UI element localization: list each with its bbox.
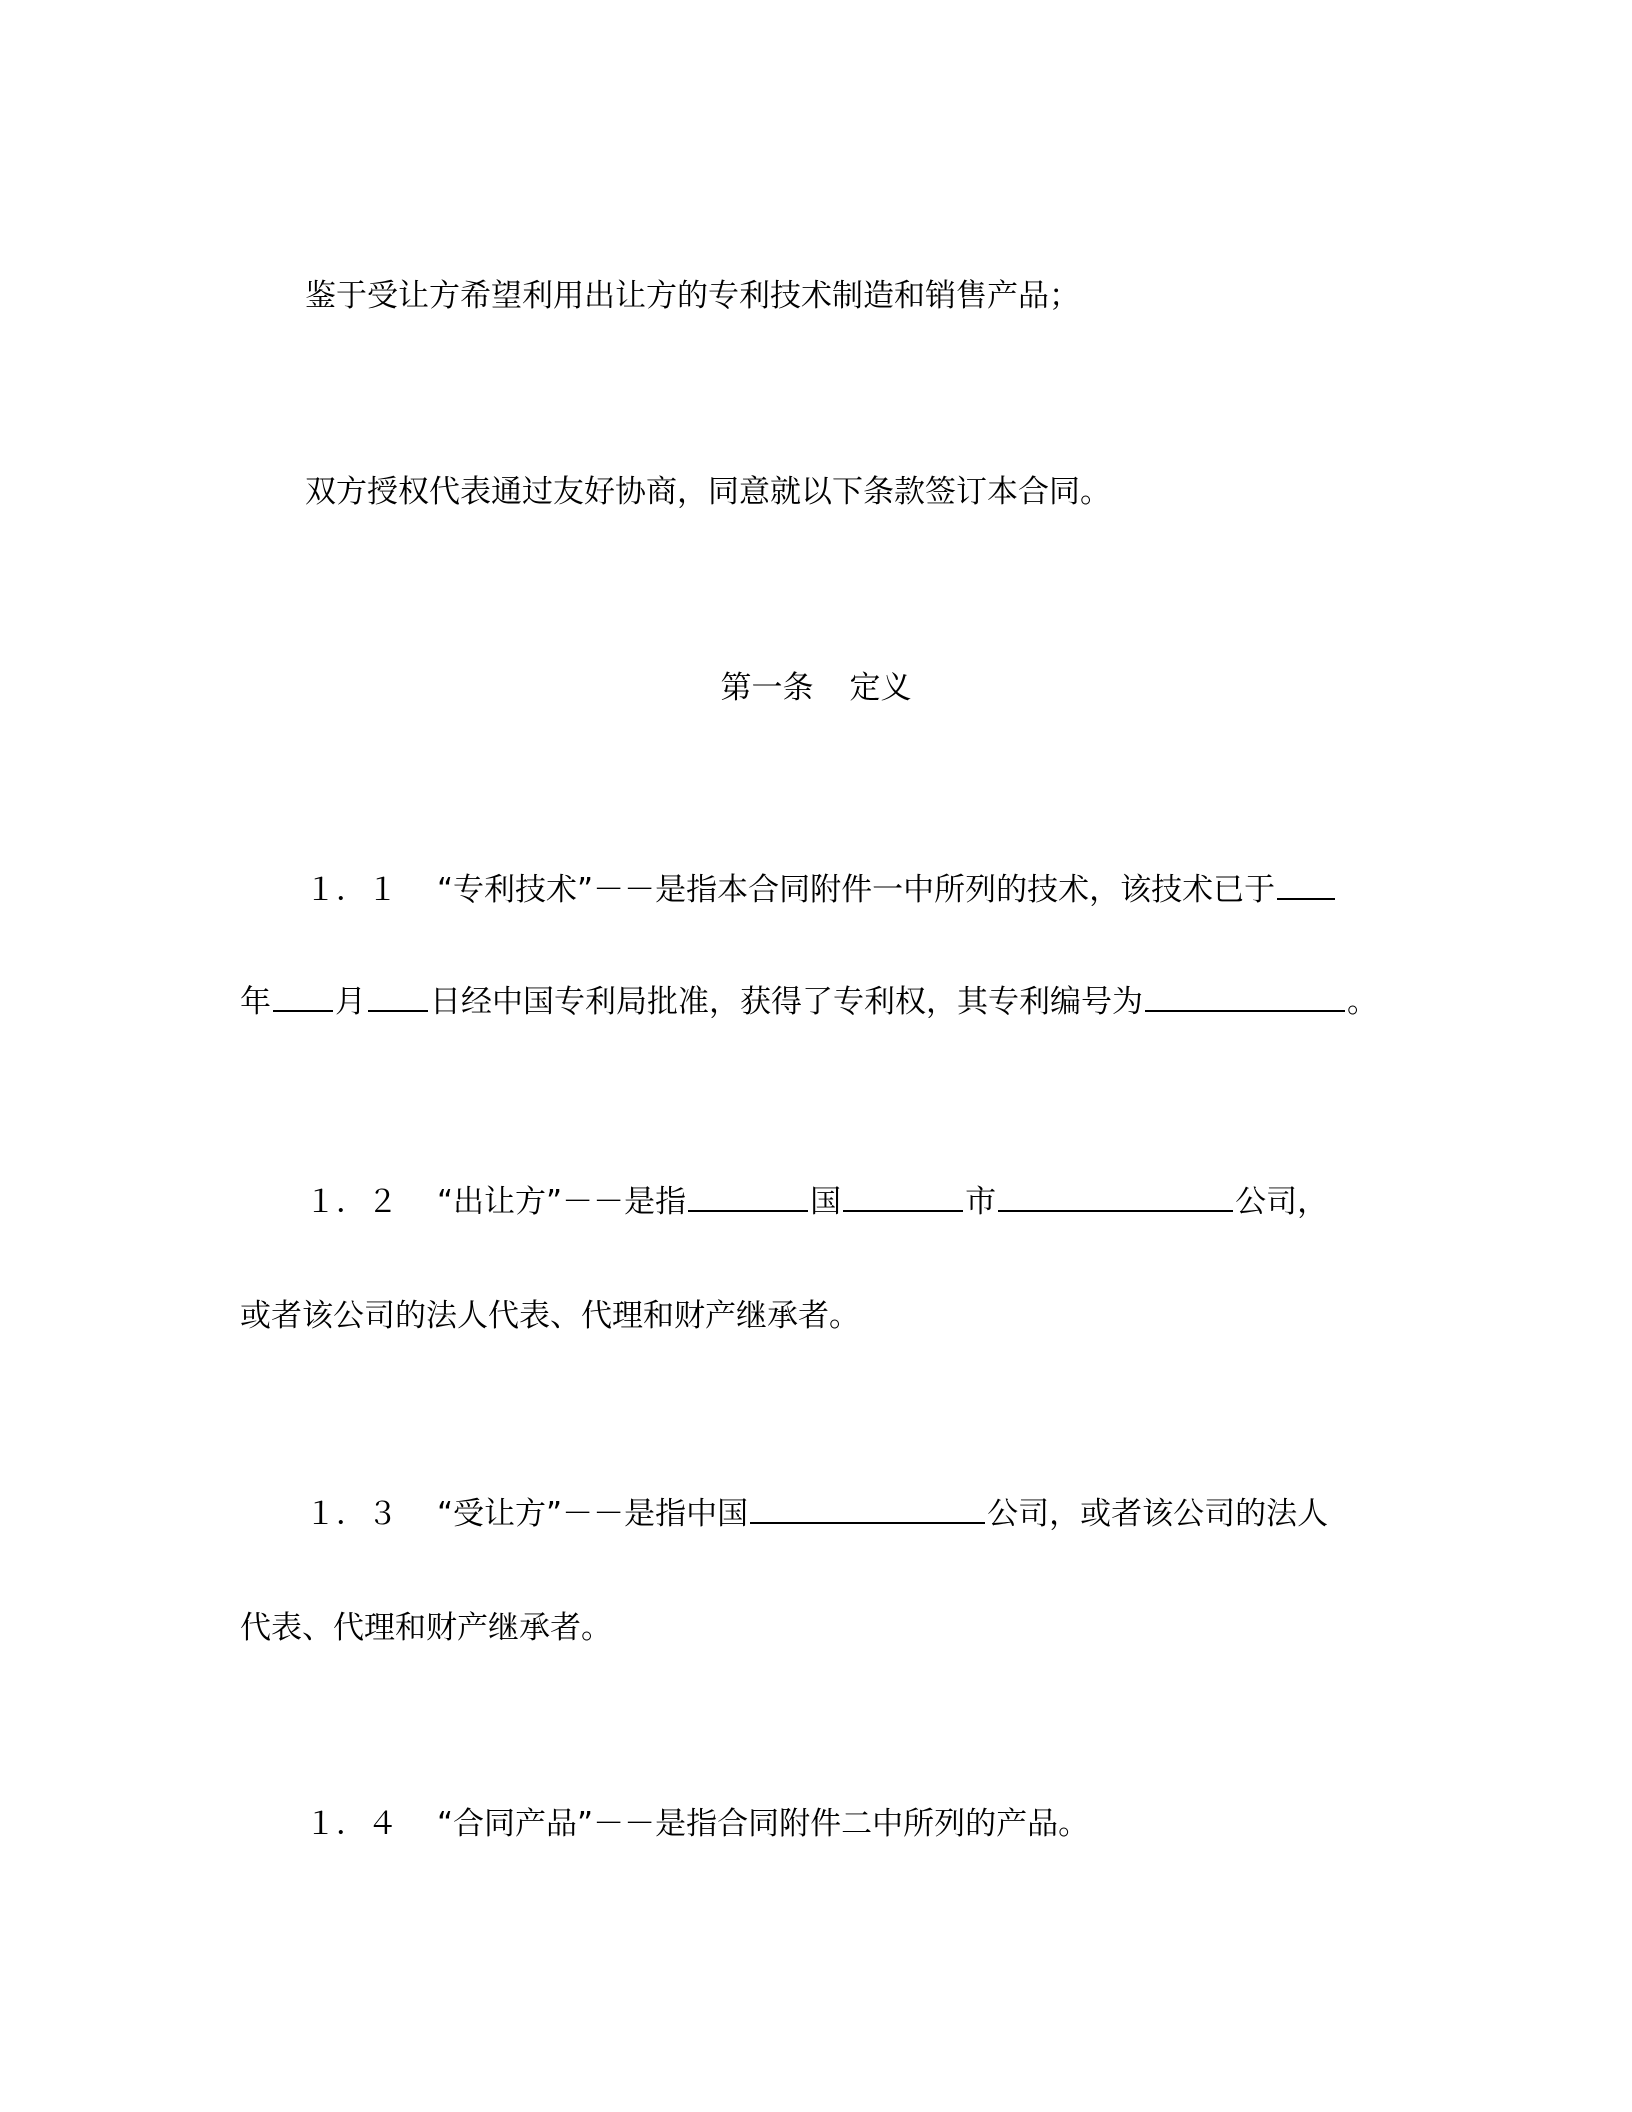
preamble-line-2: 双方授权代表通过友好协商，同意就以下条款签订本合同。 — [305, 474, 1111, 510]
clause-number: １．２ — [305, 1184, 398, 1220]
preamble-line-1: 鉴于受让方希望利用出让方的专利技术制造和销售产品； — [305, 278, 1080, 314]
blank-field — [998, 1180, 1233, 1212]
clause-number: １．１ — [305, 872, 398, 908]
clause-text: “专利技术”－－是指本合同附件一中所列的技术，该技术已于 — [437, 872, 1276, 908]
blank-field — [750, 1492, 985, 1524]
article-heading — [0, 668, 1632, 708]
clause-text: “出让方”－－是指 — [437, 1184, 687, 1220]
article-title: 定义 — [849, 670, 912, 706]
clause-text: 公司，或者该公司的法人 — [987, 1496, 1329, 1532]
month-label: 月 — [335, 984, 366, 1020]
city-label: 市 — [965, 1184, 997, 1220]
blank-field — [1145, 980, 1345, 1012]
clause-end: 。 — [1347, 984, 1378, 1020]
blank-field — [1277, 868, 1335, 900]
blank-field — [273, 980, 333, 1012]
clause-1-1-line-2 — [240, 980, 1378, 1022]
blank-field — [688, 1180, 808, 1212]
clause-number: １．３ — [305, 1496, 398, 1532]
year-label: 年 — [240, 984, 271, 1020]
article-number: 第一条 — [720, 670, 814, 706]
clause-1-4-line-1 — [305, 1804, 1089, 1844]
clause-text: “受让方”－－是指中国 — [437, 1496, 749, 1532]
country-label: 国 — [810, 1184, 842, 1220]
blank-field — [843, 1180, 963, 1212]
blank-field — [368, 980, 428, 1012]
clause-1-3-line-1 — [305, 1492, 1328, 1534]
clause-1-3-line-2: 代表、代理和财产继承者。 — [240, 1610, 612, 1646]
clause-number: １．４ — [305, 1806, 398, 1842]
clause-text: “合同产品”－－是指合同附件二中所列的产品。 — [437, 1806, 1090, 1842]
clause-1-1-line-1 — [305, 868, 1337, 910]
clause-1-2-line-1 — [305, 1180, 1328, 1222]
clause-text: 日经中国专利局批准，获得了专利权，其专利编号为 — [430, 984, 1143, 1020]
company-label: 公司， — [1235, 1184, 1329, 1220]
clause-1-2-line-2: 或者该公司的法人代表、代理和财产继承者。 — [240, 1298, 860, 1334]
